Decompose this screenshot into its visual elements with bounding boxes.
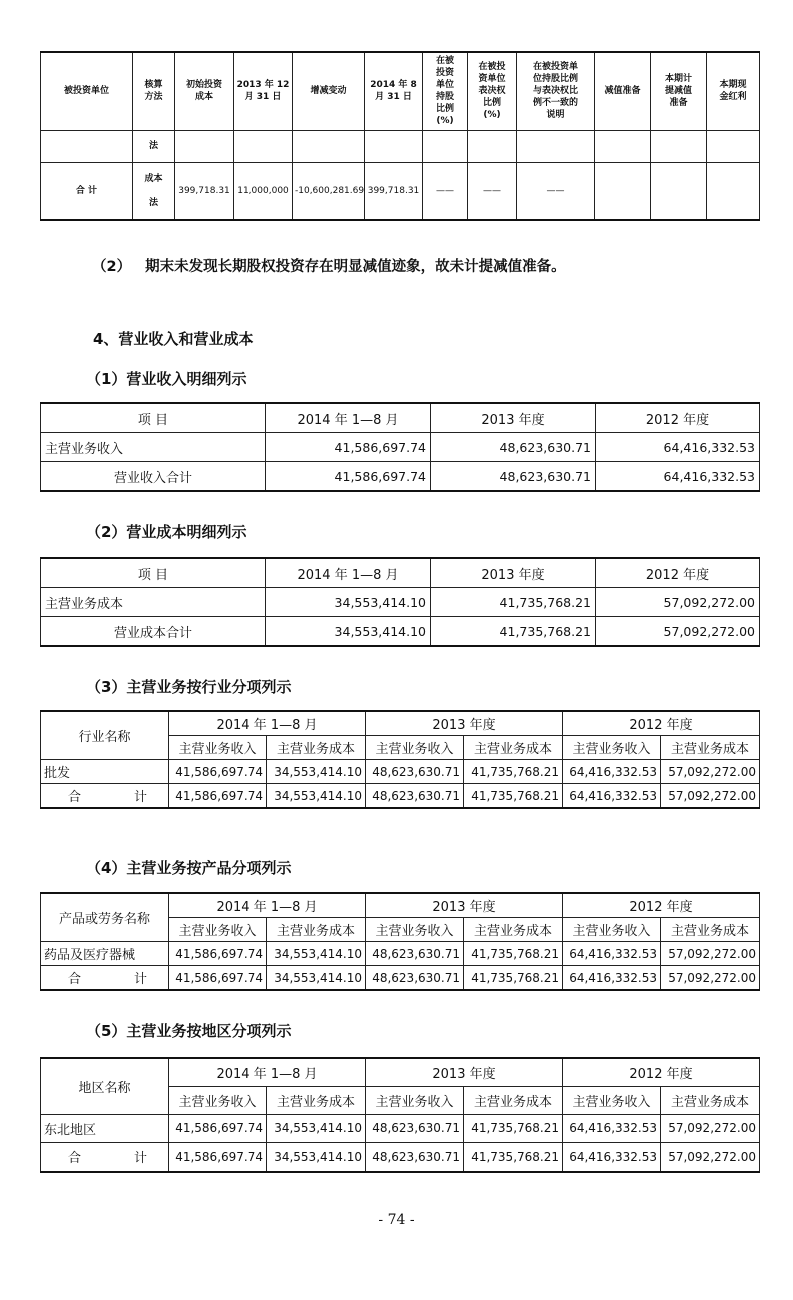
region-name-header: 地区名称 [41, 1058, 169, 1114]
product-breakdown-title: （4）主营业务按产品分项列示 [86, 859, 292, 877]
industry-breakdown-title: （3）主营业务按行业分项列示 [86, 678, 292, 696]
period-header-2013: 2013 年度 [366, 711, 563, 736]
header-impairment: 减值准备 [595, 52, 651, 130]
cost-header-row [41, 558, 760, 588]
total-change: -10,600,281.69 [293, 162, 365, 220]
table-row: 主营业务成本 34,553,414.10 41,735,768.21 57,092,272.00 [41, 588, 760, 617]
sub-header-row: 主营业务收入 主营业务成本 主营业务收入 主营业务成本 主营业务收入 主营业务成本 [41, 918, 760, 942]
period-header-2012: 2012 年度 [596, 403, 760, 433]
row-label: 营业收入合计 [41, 462, 266, 492]
investment-partial-row [41, 130, 760, 162]
table-row: 药品及医疗器械 41,586,697.74 34,553,414.10 48,623,630.71 41,735,768.21 64,416,332.53 57,092,272.00 [41, 942, 760, 966]
period-header-2012: 2012 年度 [596, 558, 760, 588]
section-title-revenue-cost: 4、营业收入和营业成本 [93, 330, 254, 348]
total-label: 合 计 [41, 162, 133, 220]
period-header-row [41, 711, 760, 736]
total-row: 合 计 41,586,697.74 34,553,414.10 48,623,630.71 41,735,768.21 64,416,332.53 57,092,272.00 [41, 1142, 760, 1172]
header-balance-2014: 2014 年 8 月 31 日 [365, 52, 423, 130]
row-label: 东北地区 [41, 1114, 169, 1142]
table-row: 批发 41,586,697.74 34,553,414.10 48,623,630.71 41,735,768.21 64,416,332.53 57,092,272.00 [41, 760, 760, 784]
header-balance-2013: 2013 年 12 月 31 日 [234, 52, 293, 130]
total-row: 营业收入合计 41,586,697.74 48,623,630.71 64,416,332.53 [41, 462, 760, 492]
period-header-2014: 2014 年 1—8 月 [169, 893, 366, 918]
partial-method: 法 [133, 130, 175, 162]
product-breakdown-table [40, 892, 760, 991]
header-current-impairment: 本期计 提减值 准备 [651, 52, 707, 130]
total-row: 营业成本合计 34,553,414.10 41,735,768.21 57,092,272.00 [41, 617, 760, 647]
period-header-2013: 2013 年度 [431, 403, 596, 433]
total-row: 合 计 41,586,697.74 34,553,414.10 48,623,630.71 41,735,768.21 64,416,332.53 57,092,272.00 [41, 784, 760, 809]
table-row: 东北地区 41,586,697.74 34,553,414.10 48,623,630.71 41,735,768.21 64,416,332.53 57,092,272.00 [41, 1114, 760, 1142]
period-header-2013: 2013 年度 [366, 893, 563, 918]
header-investee: 被投资单位 [41, 52, 133, 130]
header-change: 增减变动 [293, 52, 365, 130]
period-header-row [41, 1058, 760, 1086]
period-header-2014: 2014 年 1—8 月 [266, 558, 431, 588]
total-vote-pct: —— [468, 162, 517, 220]
header-initial-cost: 初始投资 成本 [175, 52, 234, 130]
cost-detail-title: （2）营业成本明细列示 [86, 523, 247, 541]
period-header-2012: 2012 年度 [563, 1058, 760, 1086]
revenue-header-row [41, 403, 760, 433]
sub-header-row: 主营业务收入 主营业务成本 主营业务收入 主营业务成本 主营业务收入 主营业务成本 [41, 736, 760, 760]
header-explanation: 在被投资单 位持股比例 与表决权比 例不一致的 说明 [517, 52, 595, 130]
total-balance-2013: 11,000,000 [234, 162, 293, 220]
total-label: 合 计 [41, 966, 169, 991]
period-header-2013: 2013 年度 [431, 558, 596, 588]
period-header-2014: 2014 年 1—8 月 [169, 1058, 366, 1086]
header-method: 核算 方法 [133, 52, 175, 130]
total-label: 合 计 [41, 784, 169, 809]
impairment-note: （2） 期末未发现长期股权投资存在明显减值迹象，故未计提减值准备。 [92, 259, 566, 275]
total-label: 合 计 [41, 1142, 169, 1172]
row-label: 主营业务收入 [41, 433, 266, 462]
investment-header-row [41, 52, 760, 130]
product-name-header: 产品或劳务名称 [41, 893, 169, 942]
sub-header-row: 主营业务收入 主营业务成本 主营业务收入 主营业务成本 主营业务收入 主营业务成本 [41, 1086, 760, 1114]
period-header-2014: 2014 年 1—8 月 [266, 403, 431, 433]
period-header-2014: 2014 年 1—8 月 [169, 711, 366, 736]
revenue-detail-table [40, 402, 760, 492]
cost-detail-table [40, 557, 760, 647]
item-header: 项 目 [41, 403, 266, 433]
industry-breakdown-table [40, 710, 760, 809]
investment-total-row [41, 162, 760, 220]
row-label: 批发 [41, 760, 169, 784]
header-vote-pct: 在被投 资单位 表决权 比例 (%) [468, 52, 517, 130]
industry-name-header: 行业名称 [41, 711, 169, 760]
total-share-pct: —— [423, 162, 468, 220]
page-number: - 74 - [378, 1212, 415, 1228]
table-row: 主营业务收入 41,586,697.74 48,623,630.71 64,416,332.53 [41, 433, 760, 462]
total-row: 合 计 41,586,697.74 34,553,414.10 48,623,630.71 41,735,768.21 64,416,332.53 57,092,272.00 [41, 966, 760, 991]
period-header-2012: 2012 年度 [563, 711, 760, 736]
row-label: 营业成本合计 [41, 617, 266, 647]
row-label: 药品及医疗器械 [41, 942, 169, 966]
region-breakdown-table [40, 1057, 760, 1173]
period-header-2012: 2012 年度 [563, 893, 760, 918]
header-cash-dividend: 本期现 金红利 [707, 52, 760, 130]
total-balance-2014: 399,718.31 [365, 162, 423, 220]
total-method: 成本 法 [133, 162, 175, 220]
period-header-row [41, 893, 760, 918]
item-header: 项 目 [41, 558, 266, 588]
revenue-detail-title: （1）营业收入明细列示 [86, 370, 247, 388]
row-label: 主营业务成本 [41, 588, 266, 617]
header-share-pct: 在被 投资 单位 持股 比例 (%) [423, 52, 468, 130]
long-term-investment-table [40, 51, 760, 221]
region-breakdown-title: （5）主营业务按地区分项列示 [86, 1022, 292, 1040]
total-explanation: —— [517, 162, 595, 220]
total-initial-cost: 399,718.31 [175, 162, 234, 220]
period-header-2013: 2013 年度 [366, 1058, 563, 1086]
